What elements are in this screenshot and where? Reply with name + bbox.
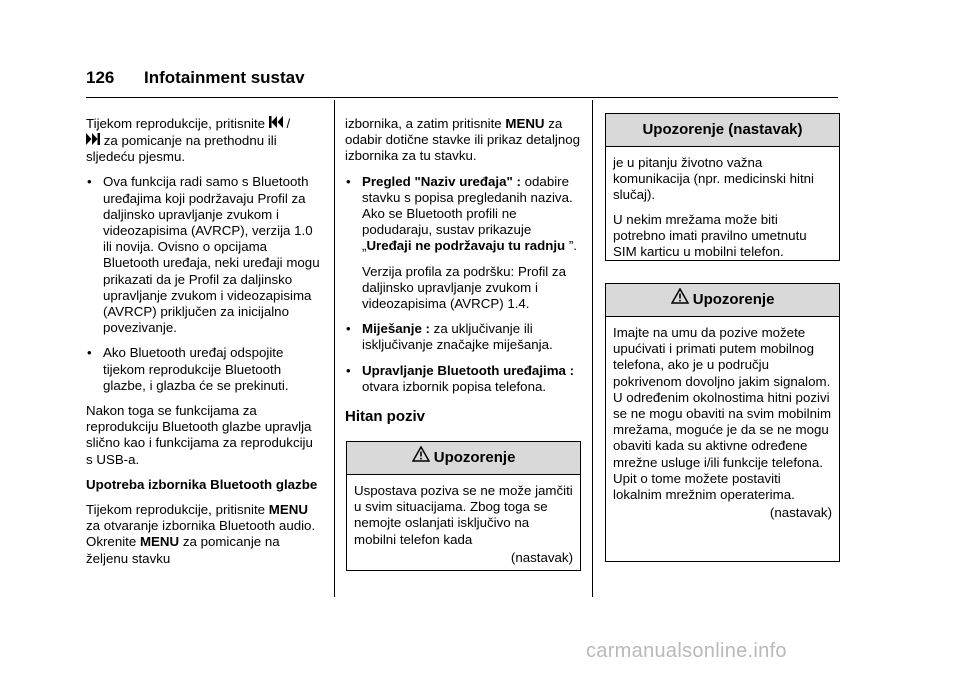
item-label: Pregled "Naziv uređaja" : [362,173,521,189]
warning-body [606,147,839,274]
text: za pomicanje na prethodnu ili sljedeću pjesmu. [86,132,277,165]
list-item [345,363,581,395]
subheading-text: Upotreba izbornika Bluetooth glazbe [86,476,318,492]
list-item-text [362,174,581,313]
warning-title: Upozorenje [692,291,775,308]
message-text: Uređaji ne podržavaju tu radnju [366,238,566,254]
text: za pomicanje na željenu stavku [86,534,280,566]
warning-header: Upozorenje (nastavak) [606,114,839,147]
text: izbornika, a zatim pritisnite [345,116,502,131]
watermark: carmanualsonline.info [586,640,787,662]
paragraph-skip-track [86,116,322,165]
bullet-symbol: • [346,362,351,378]
text: Tijekom reprodukcije, pritisnite [86,502,266,518]
warning-box [346,441,581,571]
menu-label: MENU [139,534,180,550]
list-item-text [362,321,581,353]
column-divider-2 [592,100,593,597]
text: otvara izbornik popisa telefona. [362,378,547,394]
list-item [86,174,322,336]
warning-text: je u pitanju životno važna komunikacija (npr. medicinski hitni slučaj). [613,155,815,203]
warning-body [606,317,839,527]
header-rule [86,97,838,98]
previous-track-icon [269,116,283,132]
page-header [86,68,838,98]
page-number: 126 [86,68,115,87]
bullet-symbol: • [346,173,351,189]
menu-label: MENU [268,502,308,518]
text: odabire stavku s popisa pregledanih naziva. Ako se Bluetooth profili ne podudaraju, sustav prikazuje „ [362,173,573,254]
paragraph-menu [86,502,322,567]
warning-box [605,283,840,562]
continued-label: (nastavak) [510,549,573,565]
text: za odabir dotične stavke ili prikaz detaljnog izbornika za tu stavku. [345,116,581,164]
next-track-icon [86,133,100,149]
paragraph [345,116,581,165]
text: / [286,116,291,131]
menu-label: MENU [505,116,545,131]
warning-text: Imajte na umu da pozive možete upućivati i primati putem mobilnog telefona, ako je u području pokrivenom dovoljno jakim signalom. U određenim okolnostima hitni pozivi se ne mogu obaviti na svim mobilnim mrežama, moguće je da se ne mogu obaviti kada su aktivne određene mrežne usluge i/ili funkcije telefona. Upit o tome možete postaviti lokalnim mrežnim operaterima. [613,325,832,503]
warning-title: Upozorenje [433,449,516,466]
paragraph: Nakon toga se funkcijama za reprodukciju Bluetooth glazbe upravlja slično kao i funkcijama za reprodukciju s USB-a. [86,403,313,467]
column-divider-1 [334,100,335,597]
text: Tijekom reprodukcije, pritisnite [86,116,266,131]
warning-icon [412,442,430,474]
continued-label: (nastavak) [769,505,832,521]
list-item [345,174,581,313]
item-label: Miješanje : [362,321,430,337]
page-title: Infotainment sustav [144,68,305,87]
text: Verzija profila za podršku: Profil za daljinsko upravljanje zvukom i videozapisima (AVRCP) 1.4. [362,263,566,312]
item-label: Upravljanje Bluetooth uređajima : [362,362,575,378]
warning-text: U nekim mrežama može biti potrebno imati pravilno umetnutu SIM karticu u mobilni telefon. [613,211,807,260]
warning-body [347,475,580,572]
warning-icon [671,284,689,316]
bullet-symbol: • [87,345,92,361]
bullet-symbol: • [87,174,92,190]
column-2 [345,116,581,435]
column-1 [86,116,322,576]
subheading [86,477,322,493]
list-item-text: Ako Bluetooth uređaj odspojite tijekom reprodukcije Bluetooth glazbe, i glazba će se prekinuti. [103,345,289,393]
text: za otvaranje izbornika Bluetooth audio. Okrenite [86,518,316,550]
list-item-text [362,363,581,395]
warning-text: Uspostava poziva se ne može jamčiti u svim situacijama. Zbog toga se nemojte oslanjati isključivo na mobilni telefon kada [354,483,573,547]
section-heading: Hitan poziv [345,408,426,426]
list-item-text: Ova funkcija radi samo s Bluetooth uređajima koji podržavaju Profil za daljinsko upravljanje zvukom i videozapisima (AVRCP), verzija 1.0 ili novija. Ovisno o opcijama Bluetooth uređaja, neki uređaji mogu prikazati da je Profil za daljinsko upravljanje zvukom i videozapisima (AVRCP) priključen za inicijalno povezivanje. [103,174,320,336]
warning-header [606,284,839,317]
warning-box-continued [605,113,840,261]
list-item [86,345,322,394]
warning-header [347,442,580,475]
list-item [345,321,581,353]
bullet-symbol: • [346,321,351,337]
text: ”. [565,238,578,254]
text: za uključivanje ili isključivanje značajke miješanja. [362,321,553,353]
